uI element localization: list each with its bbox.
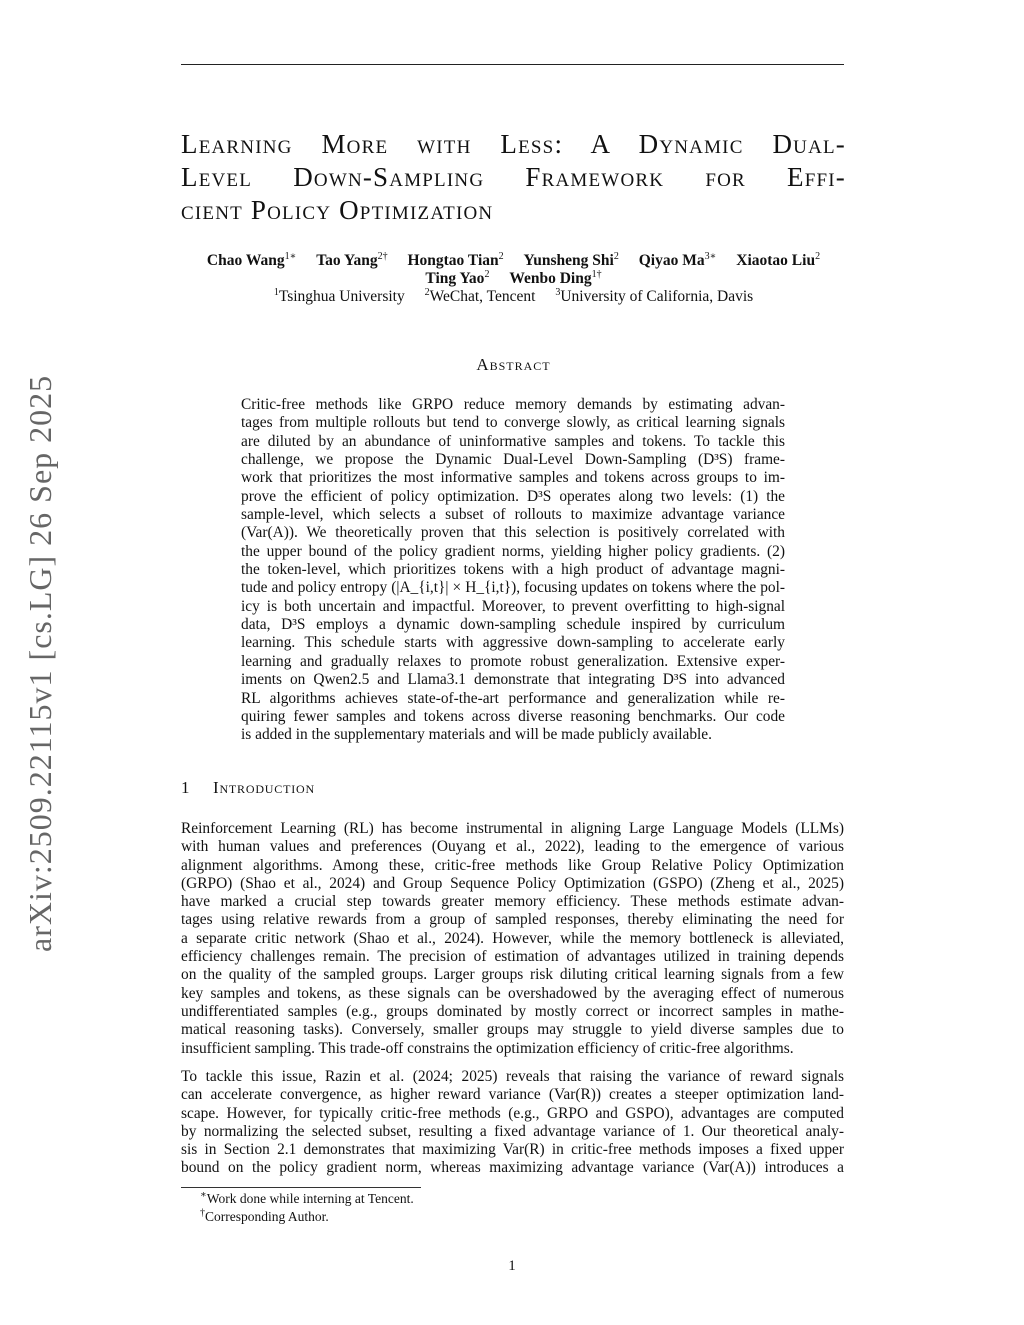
title-line: Learning More with Less: A Dynamic Dual- bbox=[181, 129, 846, 159]
text-line: alignment algorithms. Among these, critic-free methods like Group Relative Policy Optimization bbox=[181, 856, 844, 874]
affiliation-mark: 1 bbox=[273, 286, 279, 298]
author-name: Yunsheng Shi bbox=[523, 252, 614, 269]
author-name: Chao Wang bbox=[206, 252, 285, 269]
abstract-line: tages from multiple rollouts but tend to converge slowly, as critical learning signals bbox=[241, 414, 785, 432]
author-name: Xiaotao Liu bbox=[736, 252, 816, 269]
author-row bbox=[181, 252, 846, 270]
abstract-line: tude and policy entropy (|A_{i,t}| × H_{i,t}), focusing updates on tokens where the pol- bbox=[241, 579, 785, 597]
author-mark: 2† bbox=[377, 250, 388, 262]
page-number: 1 bbox=[508, 1258, 516, 1274]
text-line: key samples and tokens, as these signals can be overshadowed by the averaging effect of numerous bbox=[181, 984, 844, 1002]
footnote-mark: ∗ bbox=[200, 1189, 207, 1201]
abstract-line: learning and gradually relaxes to promote robust generalization. Extensive exper- bbox=[241, 652, 785, 670]
abstract-line: the upper bound of the policy gradient norms, yielding higher policy gradients. (2) bbox=[241, 542, 785, 560]
text-line: To tackle this issue, Razin et al. (2024; 2025) reveals that raising the variance of reward signals bbox=[181, 1068, 844, 1085]
section-title: Introduction bbox=[213, 778, 315, 797]
text-line: Reinforcement Learning (RL) has become instrumental in aligning Large Language Models (LLMs) bbox=[181, 820, 844, 837]
author-mark: 2 bbox=[815, 250, 821, 262]
abstract-line: data, D³S employs a dynamic down-sampling schedule inspired by curriculum bbox=[241, 616, 785, 634]
text-line: can accelerate convergence, as higher reward variance (Var(R)) creates a steeper optimization land- bbox=[181, 1086, 844, 1104]
abstract-line: is added in the supplementary materials and will be made publicly available. bbox=[241, 726, 712, 744]
footnote-rule bbox=[181, 1187, 421, 1188]
text-line: on the quality of the sampled groups. Larger groups risk diluting critical learning signals from a few bbox=[181, 966, 844, 984]
author-mark: 1† bbox=[591, 268, 602, 280]
text-line: undifferentiated samples (e.g., groups dominated by mostly correct or incorrect samples in mathe- bbox=[181, 1002, 844, 1020]
text-line: (GRPO) (Shao et al., 2024) and Group Sequence Policy Optimization (GSPO) (Zheng et al., 2025) bbox=[181, 874, 844, 892]
author-mark: 3∗ bbox=[704, 250, 717, 262]
author-mark: 2 bbox=[498, 250, 504, 262]
abstract-line: icy is both uncertain and impactful. Moreover, to prevent overfitting to high-signal bbox=[241, 597, 785, 615]
text-line: by normalizing the selected subset, resulting a fixed advantage variance of 1. Our theoretical analy- bbox=[181, 1122, 844, 1140]
abstract-heading: Abstract bbox=[476, 355, 551, 374]
affiliation-mark: 2 bbox=[424, 286, 430, 298]
abstract-line: learning. This schedule starts with aggressive down-sampling to accelerate early bbox=[241, 634, 785, 652]
text-line: efficiency challenges remain. The precision of estimation of advantages utilized in training depends bbox=[181, 948, 844, 966]
affiliation: University of California, Davis bbox=[560, 288, 754, 305]
text-line: insufficient sampling. This trade-off constrains the optimization efficiency of critic-free algorithms. bbox=[181, 1039, 794, 1057]
author-name: Qiyao Ma bbox=[638, 252, 705, 269]
abstract-body bbox=[241, 396, 785, 745]
text-line: matical reasoning tasks). Conversely, smaller groups may struggle to yield diverse samples due to bbox=[181, 1021, 844, 1039]
abstract-line: the token-level, which prioritizes tokens with a high product of advantage magni- bbox=[241, 561, 785, 579]
abstract-line: (Var(A)). We theoretically proven that this selection is positively correlated with bbox=[241, 524, 785, 542]
arxiv-identifier: arXiv:2509.22115v1 [cs.LG] 26 Sep 2025 bbox=[22, 374, 58, 952]
footnote-text: Work done while interning at Tencent. bbox=[206, 1191, 414, 1206]
abstract-line: iments on Qwen2.5 and Llama3.1 demonstrate that integrating D³S into advanced bbox=[241, 671, 785, 689]
section-number: 1 bbox=[181, 778, 191, 797]
affiliation-mark: 3 bbox=[555, 286, 561, 298]
affiliation: WeChat, Tencent bbox=[429, 288, 536, 305]
abstract-line: sample-level, which selects a subset of rollouts to maximize advantage variance bbox=[241, 506, 785, 524]
author-name: Wenbo Ding bbox=[509, 270, 592, 287]
text-line: with human values and preferences (Ouyang et al., 2022), leading to the emergence of various bbox=[181, 838, 844, 856]
title-line: cient Policy Optimization bbox=[181, 195, 494, 225]
section-heading-introduction bbox=[181, 778, 581, 798]
footnote bbox=[200, 1190, 414, 1208]
author-mark: 2 bbox=[613, 250, 619, 262]
intro-paragraph-1 bbox=[181, 820, 844, 1058]
title-line: Level Down-Sampling Framework for Effi- bbox=[181, 162, 846, 192]
intro-paragraph-2 bbox=[181, 1068, 844, 1178]
abstract-line: RL algorithms achieves state-of-the-art performance and generalization while re- bbox=[241, 689, 785, 707]
text-line: tages using relative rewards from a group of sampled responses, thereby eliminating the need for bbox=[181, 911, 844, 929]
author-name: Tao Yang bbox=[316, 252, 378, 269]
text-line: have marked a crucial step towards greater memory efficiency. These methods estimate advan- bbox=[181, 893, 844, 911]
author-block bbox=[181, 252, 846, 306]
footnote bbox=[200, 1208, 414, 1226]
abstract-line: prove the efficient of policy optimization. D³S operates along two levels: (1) the bbox=[241, 487, 785, 505]
top-rule bbox=[181, 64, 844, 65]
author-name: Hongtao Tian bbox=[407, 252, 499, 269]
abstract-line: are diluted by an abundance of uninformative samples and tokens. To tackle this bbox=[241, 432, 785, 450]
footnotes bbox=[200, 1190, 414, 1226]
text-line: a separate critic network (Shao et al., 2024). However, while the memory bottleneck is alleviated, bbox=[181, 929, 844, 947]
footnote-text: Corresponding Author. bbox=[205, 1209, 329, 1224]
author-mark: 2 bbox=[484, 268, 490, 280]
footnote-mark: † bbox=[200, 1207, 205, 1219]
abstract-line: quiring fewer samples and tokens across diverse reasoning benchmarks. Our code bbox=[241, 707, 785, 725]
author-row bbox=[181, 270, 846, 288]
author-name: Ting Yao bbox=[425, 270, 485, 287]
abstract-line: work that prioritizes the most informative samples and tokens across groups to im- bbox=[241, 469, 785, 487]
text-line: bound on the policy gradient norm, whereas maximizing advantage variance (Var(A)) introduces a bbox=[181, 1159, 844, 1177]
abstract-line: Critic-free methods like GRPO reduce memory demands by estimating advan- bbox=[241, 396, 785, 413]
affiliations bbox=[181, 288, 846, 306]
author-mark: 1∗ bbox=[284, 250, 297, 262]
text-line: scape. However, for typically critic-free methods (e.g., GRPO and GSPO), advantages are computed bbox=[181, 1104, 844, 1122]
abstract-line: challenge, we propose the Dynamic Dual-Level Down-Sampling (D³S) frame- bbox=[241, 451, 785, 469]
paper-title bbox=[181, 128, 846, 227]
text-line: sis in Section 2.1 demonstrates that maximizing Var(R) in critic-free methods imposes a fixed upper bbox=[181, 1141, 844, 1159]
affiliation: Tsinghua University bbox=[278, 288, 405, 305]
